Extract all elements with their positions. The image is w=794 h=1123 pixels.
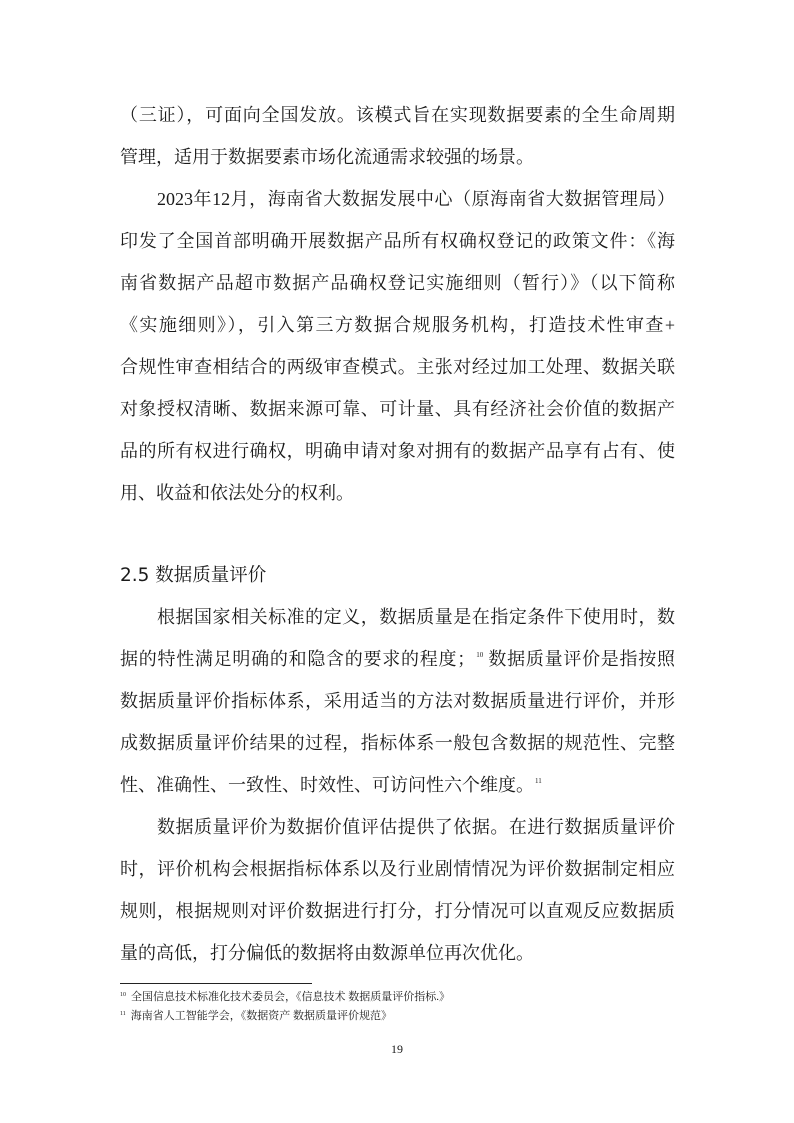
footnote-11 [120,1007,675,1026]
text-line: 用、收益和依法处分的权利。 [120,483,354,503]
text-line: 数据质量评价为数据价值评估提供了依据。在进行数据质量评价 [157,817,675,837]
text-segment: 性、准确性、一致性、时效性、可访问性六个维度。 [120,775,534,795]
body-text-upper [120,94,675,514]
paragraph-quality-evaluation [120,806,675,974]
text-line: 南省数据产品超市数据产品确权登记实施细则（暂行）》（以下简称 [120,273,675,293]
footnote-reference: 11 [535,777,542,785]
page-number: 19 [391,1042,403,1056]
paragraph-quality-definition [120,596,675,806]
text-line: 合规性审查相结合的两级审查模式。主张对经过加工处理、数据关联 [120,357,675,377]
paragraph-certificate-continuation [120,94,675,178]
footnote-text: 全国信息技术标准化技术委员会，《信息技术 数据质量评价指标.》 [131,991,450,1003]
body-text-lower [120,596,675,974]
text-line: 印发了全国首部明确开展数据产品所有权确权登记的政策文件：《海 [120,231,675,251]
footnotes [120,988,675,1026]
text-line: 品的所有权进行确权，明确申请对象对拥有的数据产品享有占有、使 [120,441,675,461]
text-line: 《实施细则》），引入第三方数据合规服务机构，打造技术性审查+ [120,315,675,335]
text-line: （三证），可面向全国发放。该模式旨在实现数据要素的全生命周期 [120,105,675,125]
footnote-text: 海南省人工智能学会，《数据资产 数据质量评价规范》 [130,1010,393,1022]
text-line: 量的高低，打分偏低的数据将由数源单位再次优化。 [120,943,534,963]
text-line: 管理，适用于数据要素市场化流通需求较强的场景。 [120,147,534,167]
paragraph-hainan-policy [120,178,675,514]
text-line [120,638,675,680]
text-segment: 数据质量评价是指按照 [483,649,676,669]
text-line: 规则，根据规则对评价数据进行打分，打分情况可以直观反应数据质 [120,901,675,921]
text-line: 对象授权清晰、数据来源可靠、可计量、具有经济社会价值的数据产 [120,399,675,419]
text-line [120,764,675,806]
text-line: 2023年12月，海南省大数据发展中心（原海南省大数据管理局） [157,189,675,209]
text-line: 成数据质量评价结果的过程，指标体系一般包含数据的规范性、完整 [120,733,675,753]
footnote-10 [120,988,675,1007]
text-line: 根据国家相关标准的定义，数据质量是在指定条件下使用时，数 [157,607,675,627]
footnote-marker: 10 [120,992,126,998]
footnote-divider [120,983,312,984]
footnote-reference: 10 [476,651,484,659]
text-line: 数据质量评价指标体系，采用适当的方法对数据质量进行评价，并形 [120,691,675,711]
footnote-marker: 11 [120,1011,126,1017]
text-line: 时，评价机构会根据指标体系以及行业剧情情况为评价数据制定相应 [120,859,675,879]
section-heading: 2.5 数据质量评价 [120,565,267,586]
text-segment: 据的特性满足明确的和隐含的要求的程度； [120,649,476,669]
